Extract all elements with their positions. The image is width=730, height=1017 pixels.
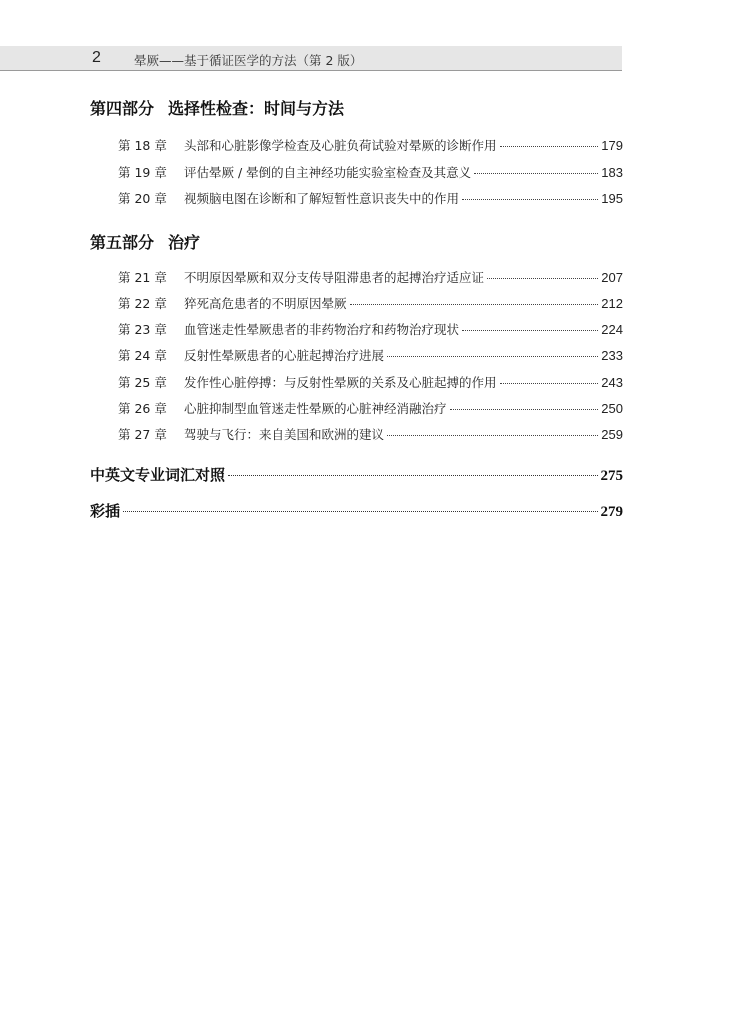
chapter-number: 第 25 章 [118,375,167,390]
chapter-title: 心脏抑制型血管迷走性晕厥的心脏神经消融治疗 [184,401,447,416]
toc-entry-chapter-19[interactable] [118,163,623,181]
chapter-title: 头部和心脏影像学检查及心脏负荷试验对晕厥的诊断作用 [184,138,497,153]
toc-entry-chapter-25[interactable] [118,373,623,391]
page-ref: 275 [600,468,623,484]
chapter-title: 视频脑电图在诊断和了解短暂性意识丧失中的作用 [184,191,460,206]
chapter-number: 第 22 章 [118,296,167,311]
chapter-title: 血管迷走性晕厥患者的非药物治疗和药物治疗现状 [184,322,460,337]
page-ref: 179 [601,138,623,153]
chapter-number: 第 18 章 [118,138,167,153]
toc-entry-chapter-18[interactable] [118,136,623,154]
dot-leader [450,408,599,410]
dot-leader [462,329,598,331]
chapter-number: 第 23 章 [118,322,167,337]
page-ref: 243 [601,375,623,390]
dot-leader [500,145,599,147]
page-ref: 259 [601,427,623,442]
chapter-title: 评估晕厥 / 晕倒的自主神经功能实验室检查及其意义 [184,165,472,180]
page-ref: 195 [601,191,623,206]
toc-entry-color-plates[interactable] [90,500,623,520]
chapter-number: 第 26 章 [118,401,167,416]
toc-entry-chapter-24[interactable] [118,346,623,364]
chapter-number: 第 24 章 [118,348,167,363]
running-header [0,46,622,71]
toc-entry-chapter-22[interactable] [118,294,623,312]
toc-entry-chapter-20[interactable] [118,189,623,207]
toc-entry-chapter-21[interactable] [118,268,623,286]
part-number-label: 第四部分 [90,99,155,118]
page-ref: 183 [601,165,623,180]
page-number: 2 [92,49,101,66]
chapter-number: 第 20 章 [118,191,167,206]
toc-entry-chapter-27[interactable] [118,425,623,443]
chapter-number: 第 27 章 [118,427,167,442]
chapter-title: 猝死高危患者的不明原因晕厥 [184,296,347,311]
dot-leader [462,198,598,200]
page-ref: 212 [601,296,623,311]
chapter-title: 发作性心脏停搏：与反射性晕厥的关系及心脏起搏的作用 [184,375,497,390]
page-ref: 279 [600,504,623,520]
toc-entry-chapter-23[interactable] [118,320,623,338]
page-ref: 224 [601,322,623,337]
part-title: 选择性检查：时间与方法 [168,99,345,118]
back-matter-title: 彩插 [90,502,121,520]
toc-entry-chapter-26[interactable] [118,399,623,417]
dot-leader [387,434,598,436]
part-heading-4 [90,96,344,119]
running-title: 晕厥——基于循证医学的方法（第 2 版） [134,53,363,68]
dot-leader [500,382,599,384]
part-heading-5 [90,230,200,253]
dot-leader [487,277,598,279]
chapter-title: 驾驶与飞行：来自美国和欧洲的建议 [184,427,385,442]
part-number-label: 第五部分 [90,233,155,252]
chapter-number: 第 21 章 [118,270,167,285]
page-ref: 250 [601,401,623,416]
page-ref: 233 [601,348,623,363]
dot-leader [123,510,597,512]
toc-entry-glossary[interactable] [90,464,623,484]
part-title: 治疗 [168,233,201,252]
dot-leader [228,474,597,476]
chapter-title: 反射性晕厥患者的心脏起搏治疗进展 [184,348,385,363]
page-ref: 207 [601,270,623,285]
back-matter-title: 中英文专业词汇对照 [90,466,226,484]
dot-leader [350,303,599,305]
dot-leader [474,172,598,174]
dot-leader [387,355,598,357]
chapter-title: 不明原因晕厥和双分支传导阻滞患者的起搏治疗适应证 [184,270,485,285]
chapter-number: 第 19 章 [118,165,167,180]
